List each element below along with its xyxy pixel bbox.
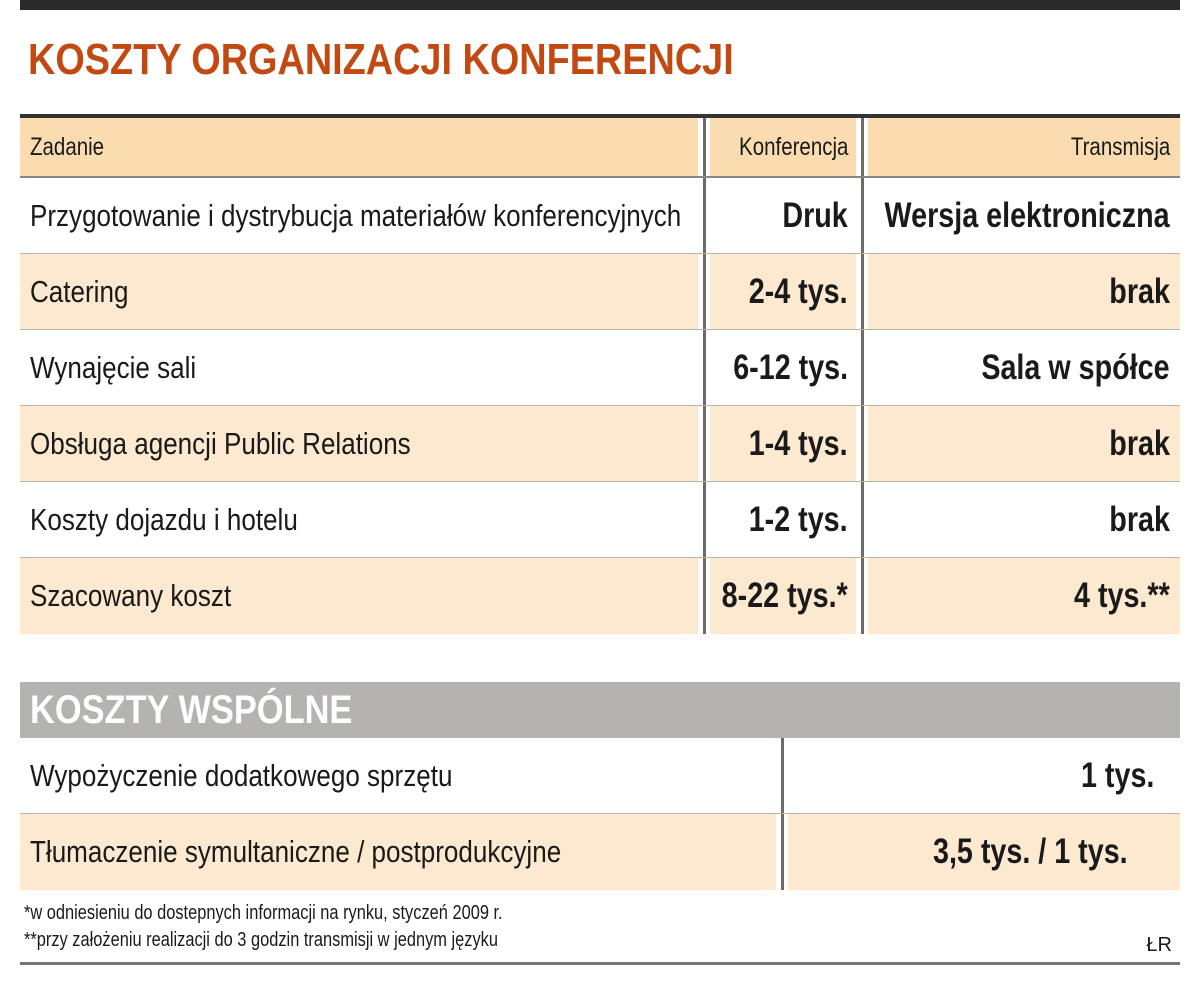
row-transmission: Sala w spółce: [981, 347, 1170, 387]
page-title: KOSZTY ORGANIZACJI KONFERENCJI: [28, 35, 734, 84]
common-item: Wypożyczenie dodatkowego sprzętu: [30, 757, 453, 793]
row-task: Wynajęcie sali: [30, 349, 197, 385]
row-task: Catering: [20, 254, 698, 329]
row-task: Szacowany koszt: [20, 558, 698, 634]
author-initials: ŁR: [1146, 934, 1172, 956]
header-task: Zadanie: [20, 118, 698, 176]
row-conference: 1-4 tys.: [710, 406, 856, 481]
table-header-row: [20, 118, 1180, 178]
table-row: [20, 406, 1180, 482]
row-task: Obsługa agencji Public Relations: [20, 406, 698, 481]
table-row-total: [20, 558, 1180, 634]
common-costs-table: [20, 738, 1180, 890]
row-transmission: brak: [868, 406, 1180, 481]
header-transmission: Transmisja: [868, 118, 1180, 176]
common-value: 3,5 tys. / 1 tys.: [788, 814, 1180, 890]
row-conference: 2-4 tys.: [710, 254, 856, 329]
common-item: Tłumaczenie symultaniczne / postprodukcyjne: [20, 814, 776, 890]
common-costs-header: [20, 682, 1180, 738]
top-rule: [20, 0, 1180, 10]
row-conference: 1-2 tys.: [749, 499, 848, 539]
cost-table: [20, 118, 1180, 634]
row-transmission: Wersja elektroniczna: [884, 195, 1170, 235]
header-conference: Konferencja: [710, 118, 856, 176]
row-conference: 8-22 tys.*: [710, 558, 856, 634]
footnote: **przy założeniu realizacji do 3 godzin transmisji w jednym języku: [24, 929, 498, 951]
row-task: Koszty dojazdu i hotelu: [30, 501, 298, 537]
common-value: 1 tys.: [1080, 755, 1154, 795]
section-title: KOSZTY WSPÓLNE: [30, 688, 353, 732]
row-conference: Druk: [782, 195, 848, 235]
table-row: [20, 482, 1180, 558]
row-task: Przygotowanie i dystrybucja materiałów konferencyjnych: [30, 197, 682, 233]
row-transmission: 4 tys.**: [868, 558, 1180, 634]
bottom-rule: [20, 962, 1180, 965]
table-row: [20, 254, 1180, 330]
row-transmission: brak: [868, 254, 1180, 329]
footnotes: [24, 900, 608, 954]
row-conference: 6-12 tys.: [733, 347, 848, 387]
footnote: *w odniesieniu do dostepnych informacji na rynku, styczeń 2009 r.: [24, 902, 503, 924]
table-row: [20, 330, 1180, 406]
table-row: [20, 738, 1180, 814]
table-row: [20, 178, 1180, 254]
table-row: [20, 814, 1180, 890]
row-transmission: brak: [1109, 499, 1170, 539]
